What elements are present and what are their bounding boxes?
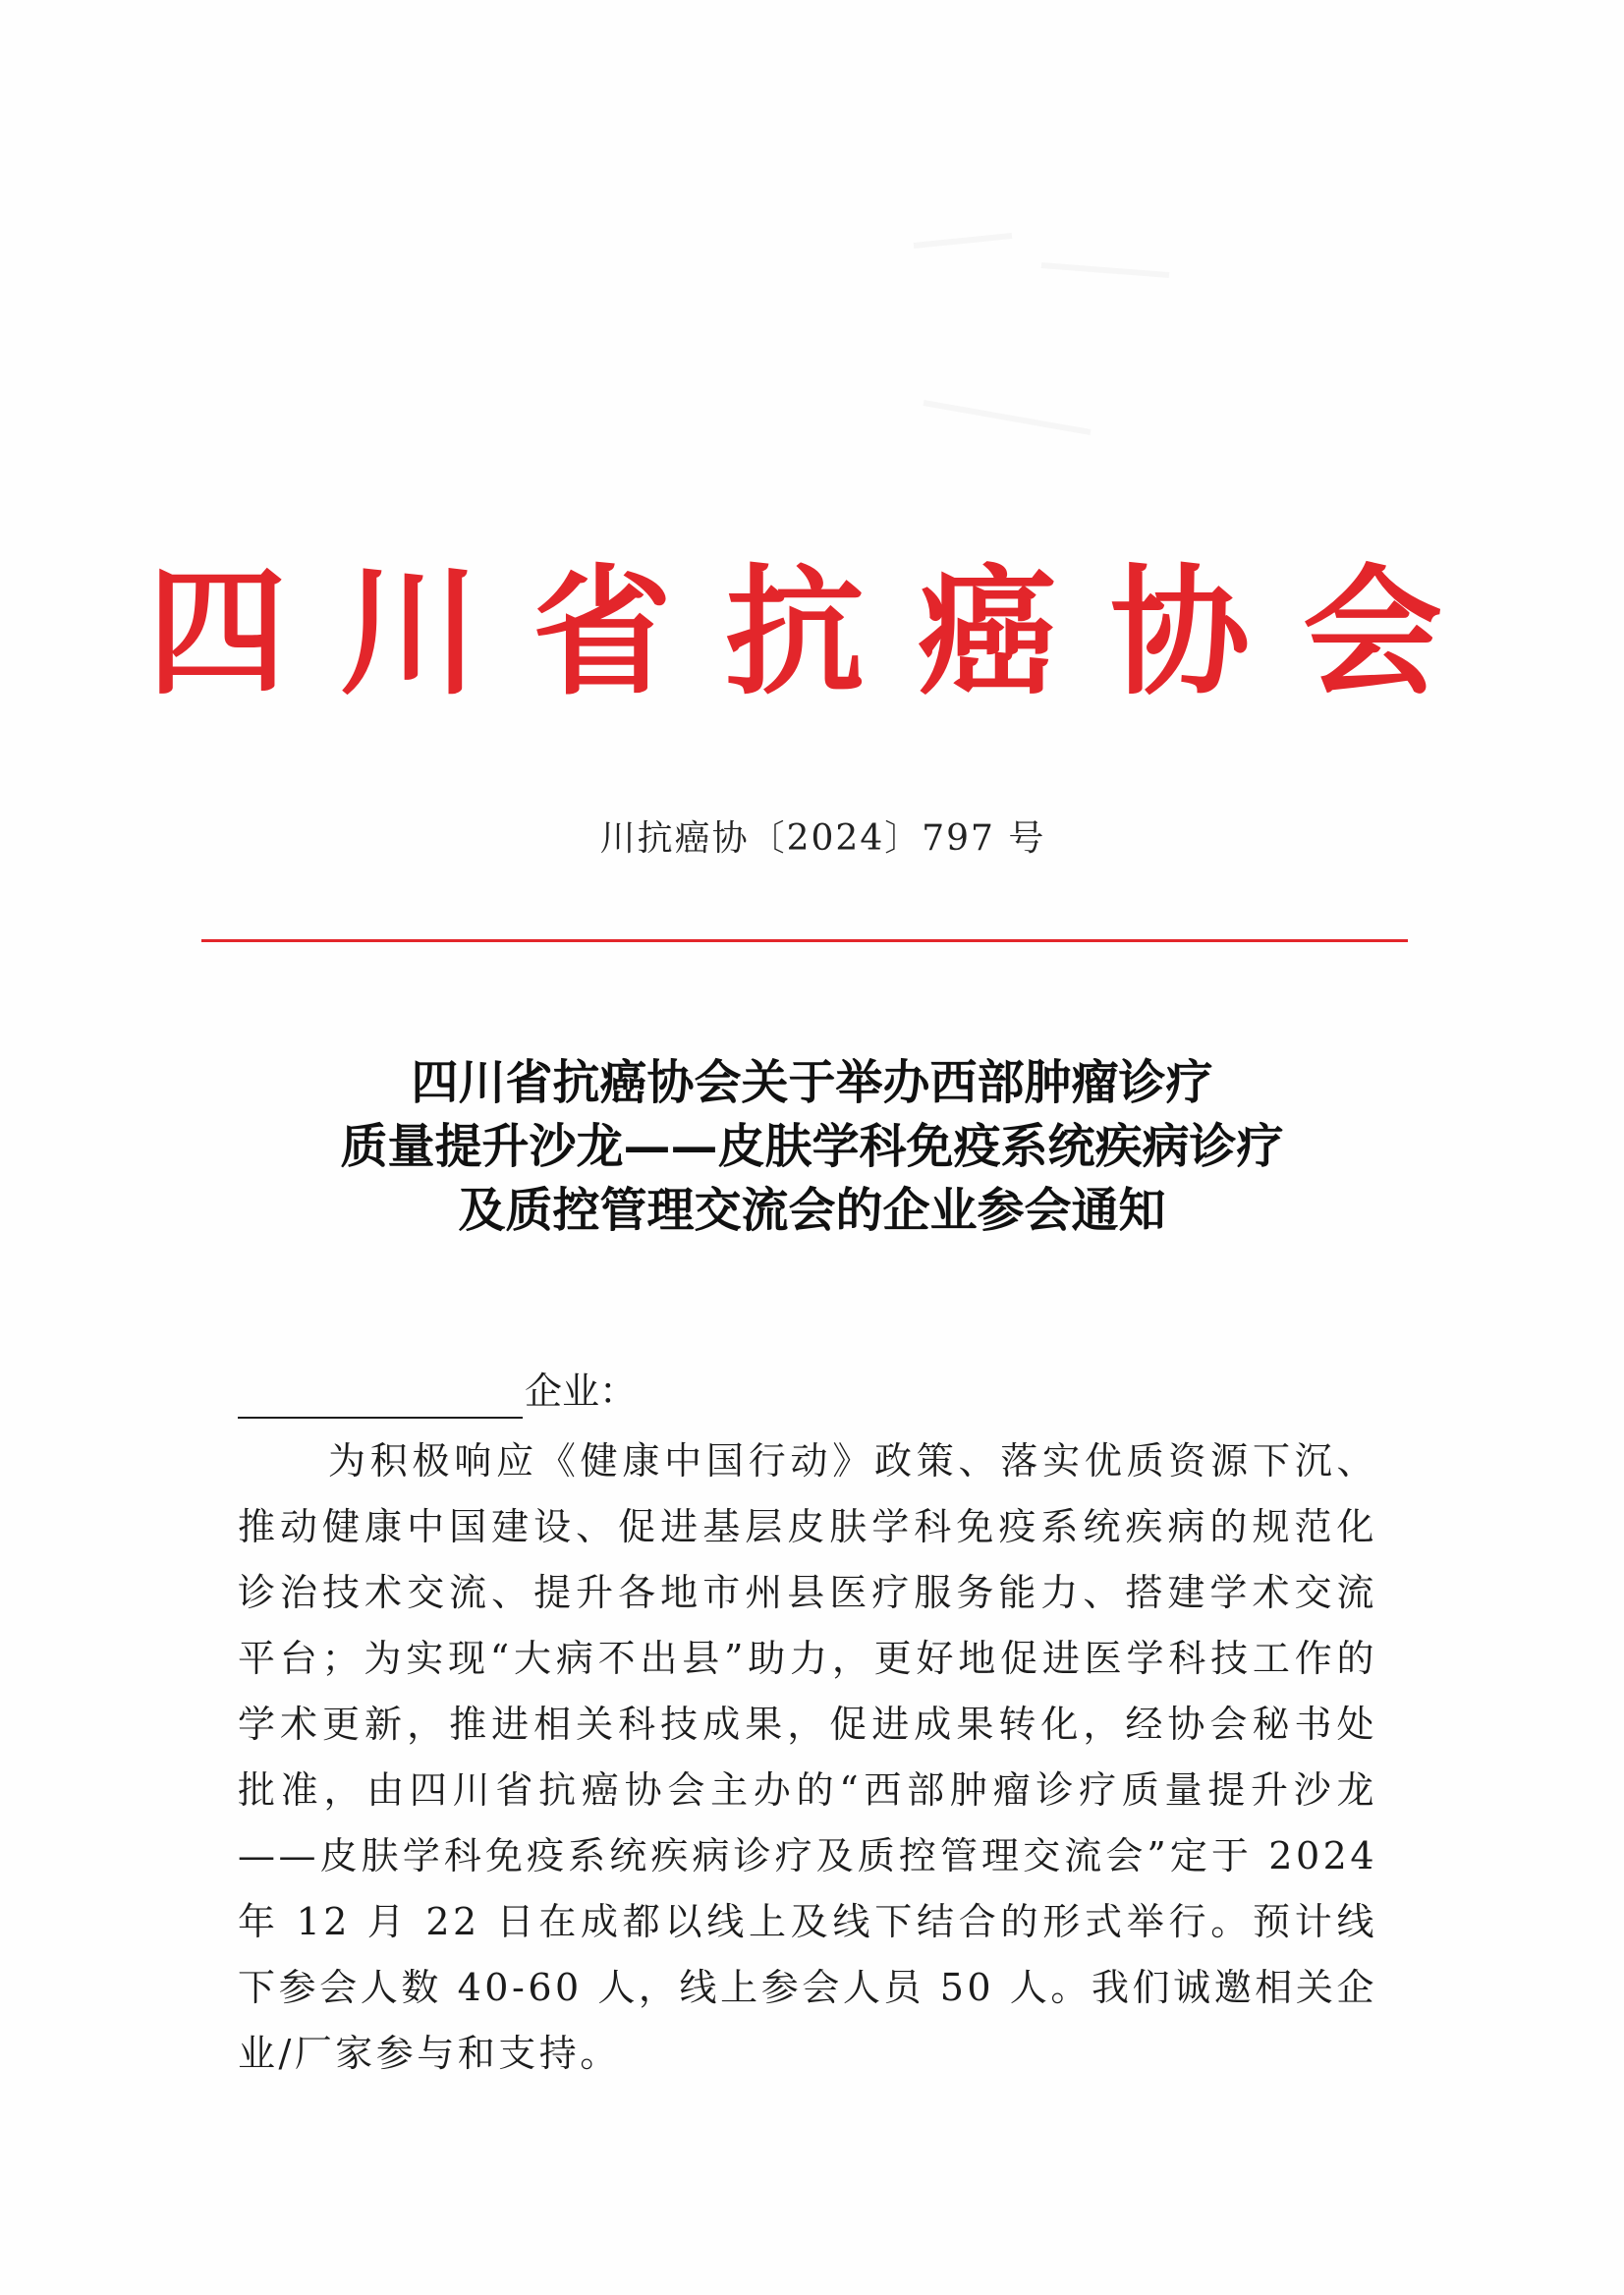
notice-body: [238, 1364, 1377, 2087]
faint-stamp-mark: [894, 206, 1189, 462]
red-divider-line: [201, 939, 1408, 942]
salutation-suffix: 企业：: [525, 1370, 638, 1413]
salutation: [238, 1364, 1377, 1419]
title-line-1: 四川省抗癌协会关于举办西部肿瘤诊疗: [411, 1055, 1213, 1110]
document-number: 川抗癌协〔2024〕797 号: [599, 818, 1046, 859]
notice-title: [177, 1051, 1447, 1243]
organization-header: 四川省抗癌协会: [147, 552, 1495, 714]
title-line-3: 及质控管理交流会的企业参会通知: [458, 1183, 1166, 1238]
title-line-2: 质量提升沙龙——皮肤学科免疫系统疾病诊疗: [340, 1119, 1284, 1174]
body-paragraph: 为积极响应《健康中国行动》政策、落实优质资源下沉、推动健康中国建设、促进基层皮肤学科免疫系统疾病的规范化诊治技术交流、提升各地市州县医疗服务能力、搭建学术交流平台；为实现“大病不出县”助力，更好地促进医学科技工作的学术更新，推进相关科技成果，促进成果转化，经协会秘书处批准，由四川省抗癌协会主办的“西部肿瘤诊疗质量提升沙龙——皮肤学科免疫系统疾病诊疗及质控管理交流会”定于 2024 年 12 月 22 日在成都以线上及线下结合的形式举行。预计线下参会人数 40-60 人，线上参会人员 50 人。我们诚邀相关企业/厂家参与和支持。: [238, 1439, 1377, 2075]
company-name-blank: [238, 1377, 523, 1419]
